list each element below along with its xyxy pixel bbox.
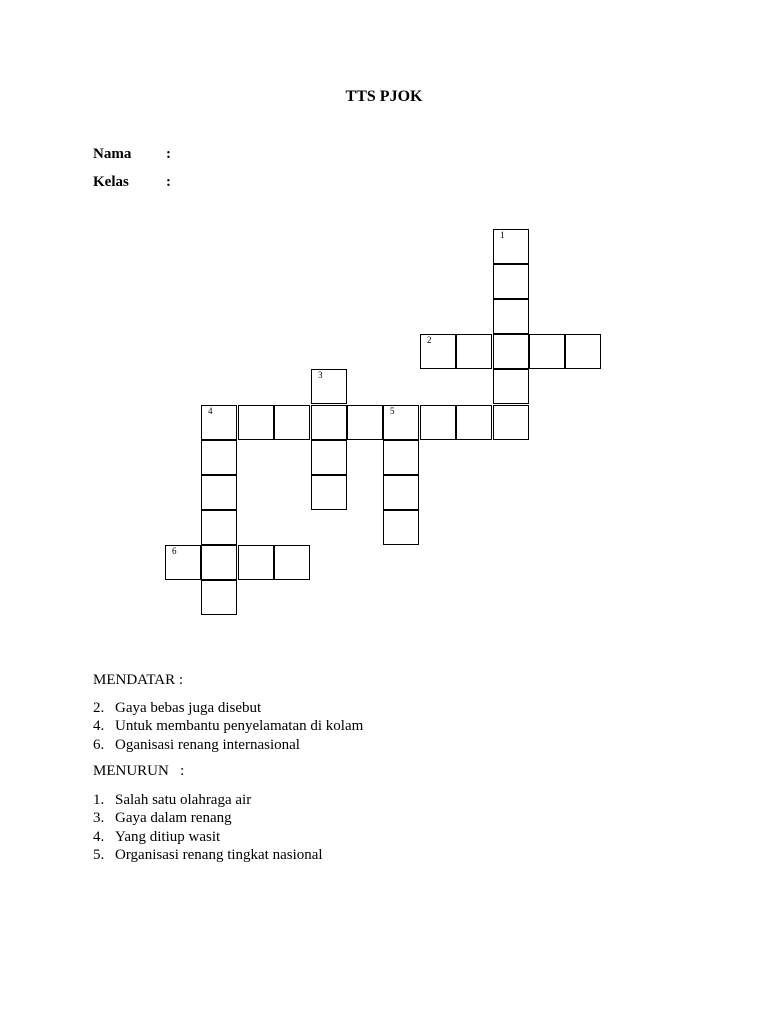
clue-number-label: 6 (172, 546, 177, 556)
class-label: Kelas (93, 174, 129, 190)
crossword-cell[interactable] (311, 405, 347, 440)
clue-number: 4. (93, 828, 105, 845)
clue-number: 6. (93, 736, 105, 753)
crossword-cell[interactable] (383, 440, 419, 475)
page-title: TTS PJOK (345, 88, 423, 105)
crossword-cell[interactable] (456, 334, 492, 369)
crossword-cell[interactable] (493, 369, 529, 404)
clue-text: Gaya dalam renang (115, 810, 232, 827)
crossword-cell[interactable] (383, 405, 419, 440)
clue-item (93, 846, 323, 864)
crossword-cell[interactable] (493, 229, 529, 264)
crossword-cell[interactable] (420, 334, 456, 369)
crossword-cell[interactable] (493, 334, 529, 369)
crossword-cell[interactable] (201, 475, 237, 510)
menurun-clues (93, 791, 323, 864)
clue-number-label: 5 (390, 406, 395, 416)
crossword-cell[interactable] (311, 475, 347, 510)
clue-text: Untuk membantu penyelamatan di kolam (115, 718, 364, 735)
crossword-cell[interactable] (347, 405, 383, 440)
class-colon: : (166, 174, 171, 190)
clue-number-label: 4 (208, 406, 213, 416)
name-colon: : (166, 146, 171, 162)
clue-text: Gaya bebas juga disebut (115, 700, 262, 716)
crossword-cell[interactable] (201, 510, 237, 545)
clue-number: 5. (93, 846, 105, 863)
clue-number: 3. (93, 810, 105, 827)
crossword-cell[interactable] (493, 264, 529, 299)
crossword-cell[interactable] (420, 405, 456, 440)
clue-item (93, 699, 363, 717)
crossword-cell[interactable] (201, 405, 237, 440)
menurun-heading: MENURUN : (93, 763, 185, 779)
clue-number-label: 1 (500, 230, 505, 240)
clue-text: Yang ditiup wasit (115, 828, 221, 845)
clue-item (93, 809, 323, 827)
crossword-cell[interactable] (238, 545, 274, 580)
clue-item (93, 717, 363, 735)
crossword-cell[interactable] (274, 405, 310, 440)
crossword-cell[interactable] (529, 334, 565, 369)
mendatar-clues (93, 699, 363, 754)
crossword-cell[interactable] (493, 299, 529, 334)
clue-number: 1. (93, 792, 105, 808)
clue-text: Organisasi renang tingkat nasional (115, 846, 323, 863)
clue-text: Salah satu olahraga air (115, 792, 252, 808)
clue-number: 4. (93, 718, 105, 735)
clue-item (93, 828, 323, 846)
clue-item (93, 791, 323, 809)
crossword-cell[interactable] (565, 334, 601, 369)
clue-item (93, 736, 363, 754)
crossword-cell[interactable] (201, 440, 237, 475)
clue-number-label: 3 (318, 370, 323, 380)
clue-number: 2. (93, 700, 105, 716)
crossword-cell[interactable] (456, 405, 492, 440)
mendatar-heading: MENDATAR : (93, 672, 184, 688)
crossword-cell[interactable] (383, 475, 419, 510)
crossword-cell[interactable] (274, 545, 310, 580)
crossword-cell[interactable] (311, 440, 347, 475)
crossword-cell[interactable] (165, 545, 201, 580)
crossword-cell[interactable] (238, 405, 274, 440)
crossword-cell[interactable] (383, 510, 419, 545)
crossword-cell[interactable] (201, 545, 237, 580)
name-label: Nama (93, 146, 132, 162)
crossword-cell[interactable] (201, 580, 237, 615)
clue-number-label: 2 (427, 335, 432, 345)
crossword-cell[interactable] (493, 405, 529, 440)
crossword-cell[interactable] (311, 369, 347, 404)
clue-text: Oganisasi renang internasional (115, 736, 300, 753)
